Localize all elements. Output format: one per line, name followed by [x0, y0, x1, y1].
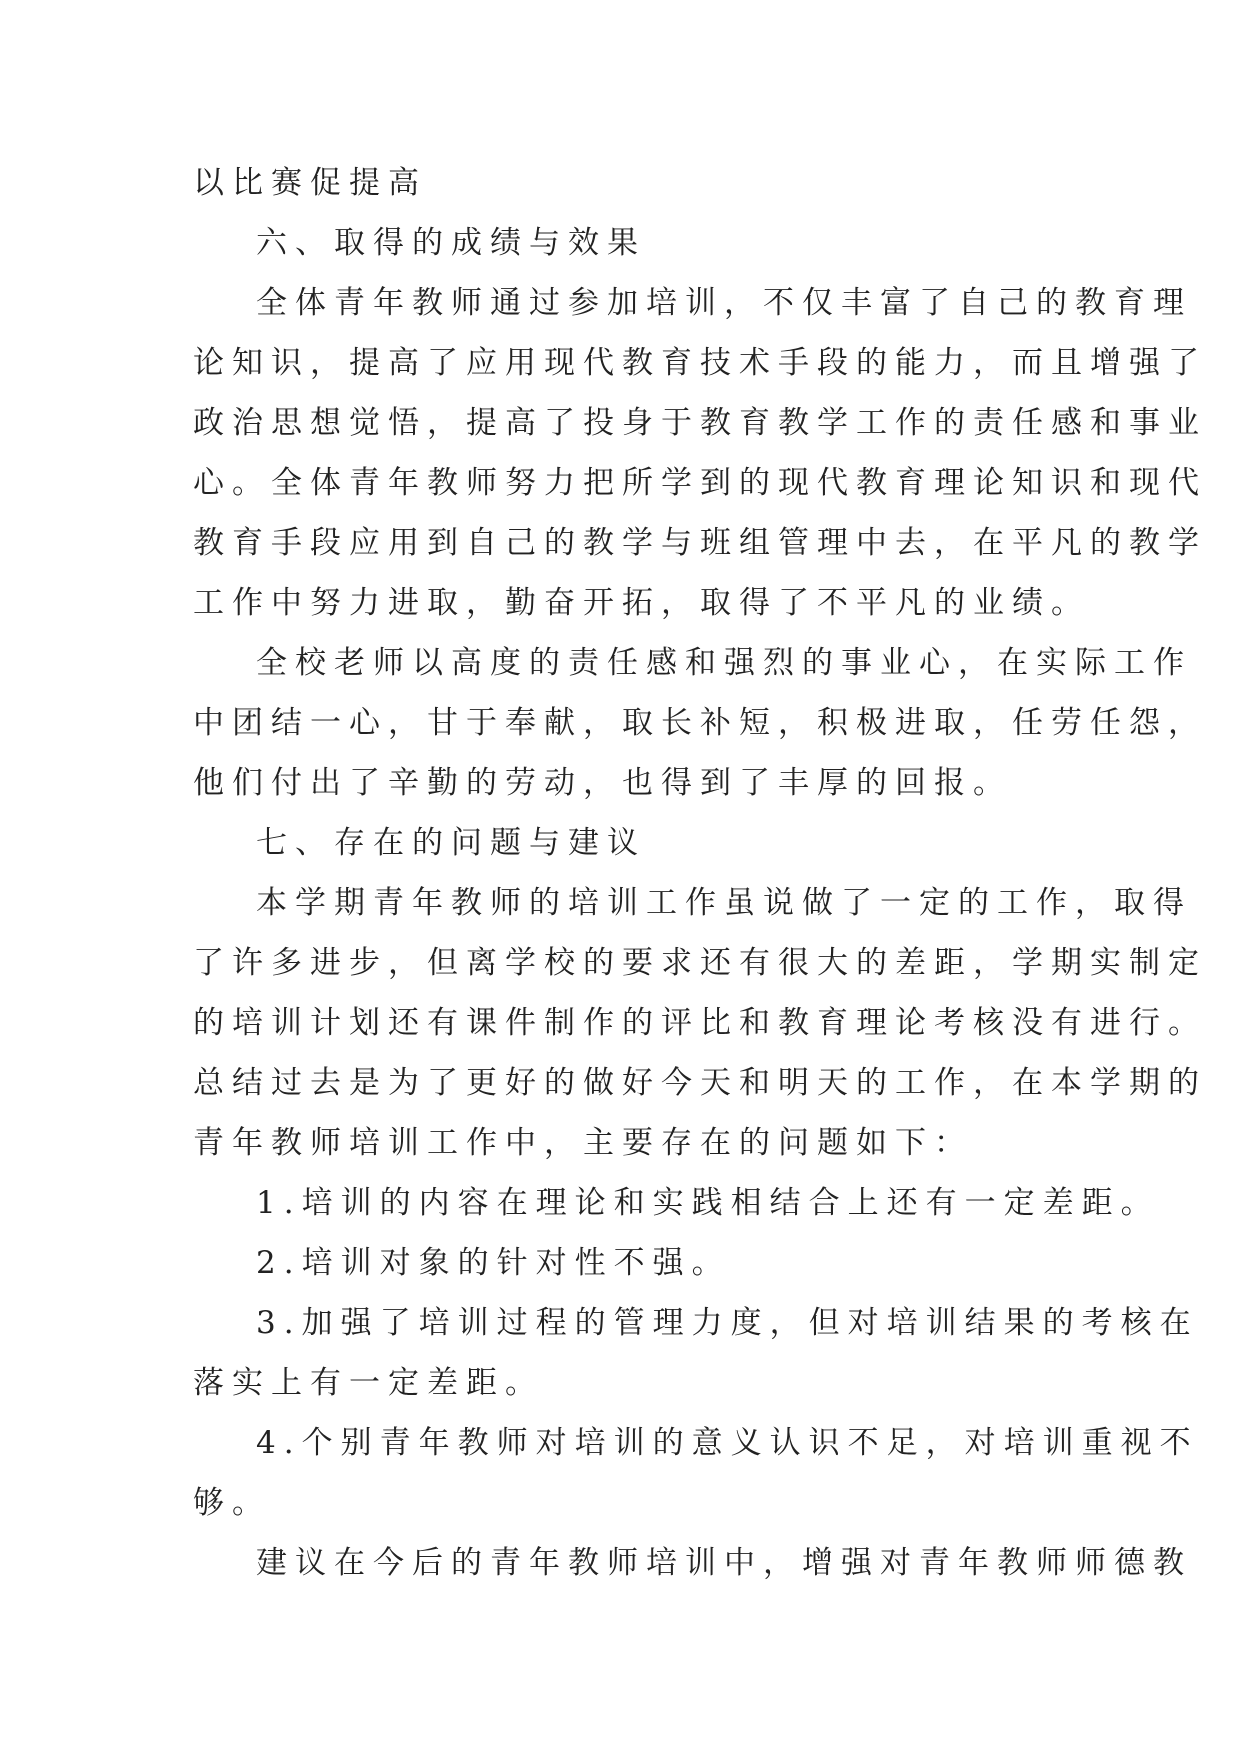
text-line: 中团结一心，甘于奉献，取长补短，积极进取，任劳任怨， [193, 705, 1207, 741]
section-heading: 七、存在的问题与建议 [256, 825, 646, 861]
text-line: 心。全体青年教师努力把所学到的现代教育理论知识和现代 [193, 465, 1207, 501]
text-line: 全体青年教师通过参加培训，不仅丰富了自己的教育理 [256, 285, 1192, 321]
text-line: 全校老师以高度的责任感和强烈的事业心，在实际工作 [256, 645, 1192, 681]
list-item: 1.培训的内容在理论和实践相结合上还有一定差距。 [256, 1185, 1160, 1221]
text-line: 总结过去是为了更好的做好今天和明天的工作，在本学期的 [193, 1065, 1207, 1101]
text-line: 够。 [193, 1485, 271, 1521]
section-heading: 六、取得的成绩与效果 [256, 225, 646, 261]
text-line: 本学期青年教师的培训工作虽说做了一定的工作，取得 [256, 885, 1192, 921]
text-line: 的培训计划还有课件制作的评比和教育理论考核没有进行。 [193, 1005, 1207, 1041]
text-line: 工作中努力进取，勤奋开拓，取得了不平凡的业绩。 [193, 585, 1090, 621]
text-line: 政治思想觉悟，提高了投身于教育教学工作的责任感和事业 [193, 405, 1207, 441]
text-line: 教育手段应用到自己的教学与班组管理中去，在平凡的教学 [193, 525, 1207, 561]
list-item: 4.个别青年教师对培训的意义认识不足，对培训重视不 [256, 1425, 1199, 1461]
text-line: 以比赛促提高 [193, 165, 427, 201]
text-line: 青年教师培训工作中，主要存在的问题如下： [193, 1125, 973, 1161]
text-line: 建议在今后的青年教师培训中，增强对青年教师师德教 [256, 1545, 1192, 1581]
text-line: 了许多进步，但离学校的要求还有很大的差距，学期实制定 [193, 945, 1207, 981]
text-line: 他们付出了辛勤的劳动，也得到了丰厚的回报。 [193, 765, 1012, 801]
text-line: 落实上有一定差距。 [193, 1365, 544, 1401]
list-item: 2.培训对象的针对性不强。 [256, 1245, 731, 1281]
text-line: 论知识，提高了应用现代教育技术手段的能力，而且增强了 [193, 345, 1207, 381]
list-item: 3.加强了培训过程的管理力度，但对培训结果的考核在 [256, 1305, 1199, 1341]
